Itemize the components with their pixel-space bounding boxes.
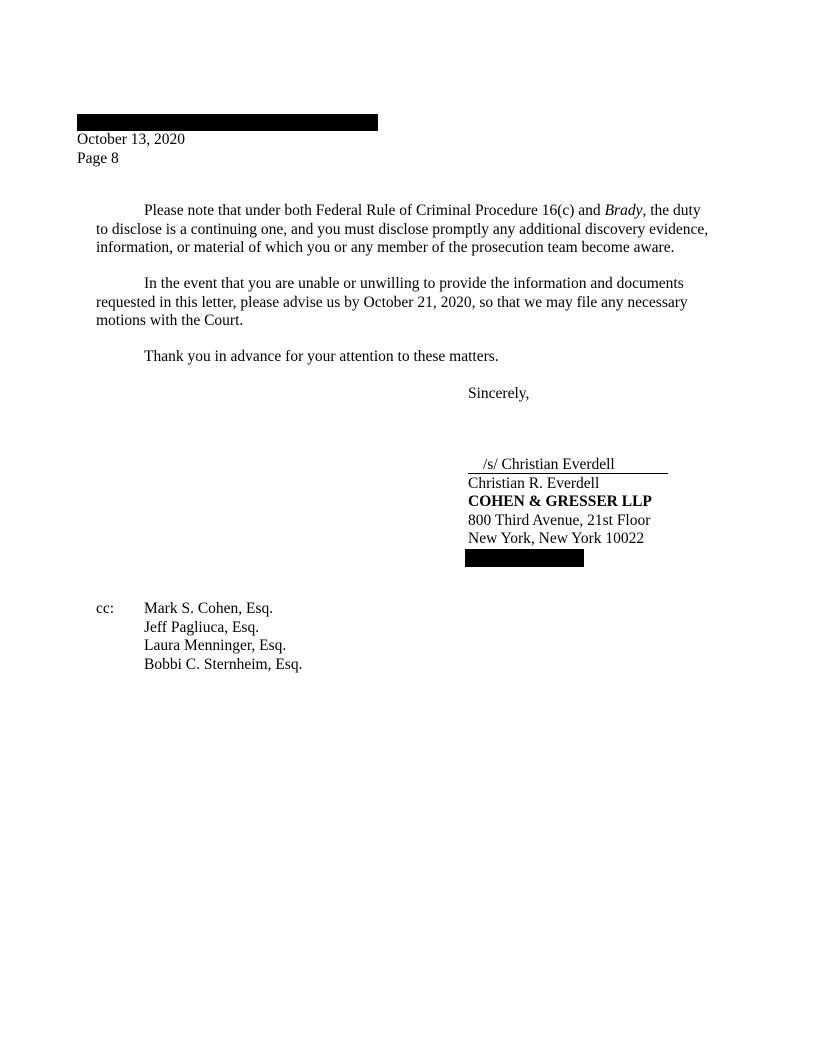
cc-recipient: Jeff Pagliuca, Esq. bbox=[144, 618, 260, 636]
firm-name: COHEN & GRESSER LLP bbox=[468, 493, 652, 510]
signer-name: Christian R. Everdell bbox=[468, 474, 600, 492]
cc-recipient-list bbox=[144, 600, 302, 674]
paragraph-deadline bbox=[96, 275, 736, 331]
address-line1: 800 Third Avenue, 21st Floor bbox=[468, 511, 651, 529]
header-page-number: Page 8 bbox=[77, 150, 119, 167]
header-date: October 13, 2020 bbox=[77, 131, 186, 148]
paragraph2-line2: requested in this letter, please advise us by October 21, 2020, so that we may file any necessary bbox=[96, 293, 688, 311]
paragraph3-line1: Thank you in advance for your attention to these matters. bbox=[144, 348, 499, 365]
redaction-bar-addressee bbox=[77, 114, 378, 131]
paragraph2-line3: motions with the Court. bbox=[96, 312, 244, 329]
paragraph1-line1: Please note that under both Federal Rule of Criminal Procedure 16(c) and Brady, the duty bbox=[144, 202, 701, 219]
signature-line: /s/ Christian Everdell bbox=[468, 457, 668, 474]
address-line2: New York, New York 10022 bbox=[468, 530, 645, 547]
cc-recipient: Mark S. Cohen, Esq. bbox=[144, 600, 274, 617]
paragraph-thank-you bbox=[96, 348, 736, 367]
paragraph-brady-disclosure bbox=[96, 202, 736, 258]
paragraph1-line3: information, or material of which you or any member of the prosecution team become aware. bbox=[96, 239, 675, 256]
cc-recipient: Laura Menninger, Esq. bbox=[144, 637, 287, 654]
redaction-bar-contact bbox=[465, 549, 584, 567]
cc-recipient: Bobbi C. Sternheim, Esq. bbox=[144, 655, 303, 673]
closing-salutation: Sincerely, bbox=[468, 385, 530, 402]
cc-label: cc: bbox=[96, 600, 115, 617]
paragraph2-line1: In the event that you are unable or unwilling to provide the information and documents bbox=[144, 275, 684, 292]
paragraph1-line2: to disclose is a continuing one, and you must disclose promptly any additional discovery evidence, bbox=[96, 220, 709, 238]
signature-block bbox=[468, 456, 668, 549]
brady-italic: Brady bbox=[604, 202, 643, 219]
